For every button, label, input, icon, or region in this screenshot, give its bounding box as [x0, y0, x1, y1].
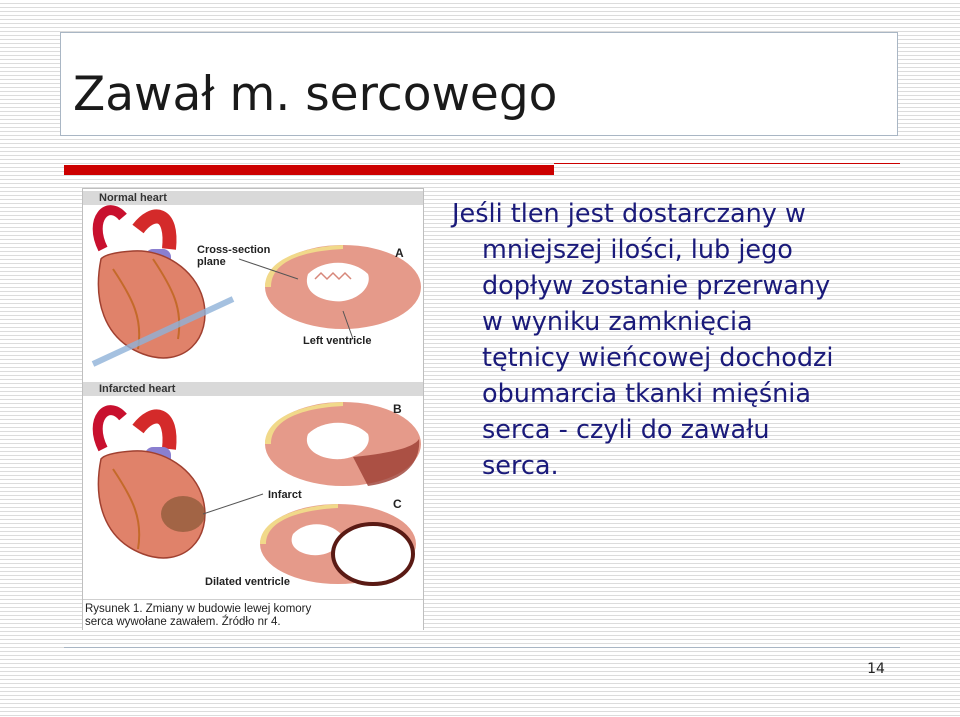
- body-line: serca - czyli do zawału: [482, 415, 770, 445]
- figure-caption-line-2: serca wywołane zawałem. Źródło nr 4.: [85, 616, 281, 628]
- title-box: [60, 32, 898, 136]
- label-cross-section: Cross-section: [197, 244, 271, 256]
- body-line: tętnicy wieńcowej dochodzi: [482, 343, 834, 373]
- label-b: B: [393, 402, 402, 416]
- infarcted-heart-drawing: [98, 410, 205, 558]
- page-number: 14: [867, 661, 885, 677]
- figure-caption: [83, 599, 423, 630]
- label-c: C: [393, 497, 402, 511]
- normal-heart-drawing: [93, 210, 233, 364]
- cross-section-c: [260, 504, 416, 584]
- body-line: serca.: [482, 451, 559, 481]
- body-line: mniejszej ilości, lub jego: [482, 235, 793, 265]
- body-paragraph: [452, 196, 922, 484]
- body-line: Jeśli tlen jest dostarczany w: [452, 199, 806, 229]
- figure-caption-line-1: Rysunek 1. Zmiany w budowie lewej komory: [85, 603, 312, 615]
- label-infarct: Infarct: [268, 489, 302, 501]
- slide-title: Zawał m. sercowego: [73, 67, 558, 122]
- label-dilated-ventricle: Dilated ventricle: [205, 576, 290, 588]
- accent-bar: [64, 165, 554, 175]
- body-line: w wyniku zamknięcia: [482, 307, 753, 337]
- body-line: dopływ zostanie przerwany: [482, 271, 831, 301]
- heart-figure: [82, 188, 424, 630]
- figure-header-normal: Normal heart: [83, 191, 423, 205]
- accent-line: [554, 163, 900, 164]
- label-left-ventricle: Left ventricle: [303, 335, 372, 347]
- label-cross-section-plane: plane: [197, 256, 226, 268]
- footer-line: [64, 647, 900, 648]
- label-a: A: [395, 246, 404, 260]
- body-line: obumarcia tkanki mięśnia: [482, 379, 812, 409]
- figure-header-infarcted: Infarcted heart: [83, 382, 423, 396]
